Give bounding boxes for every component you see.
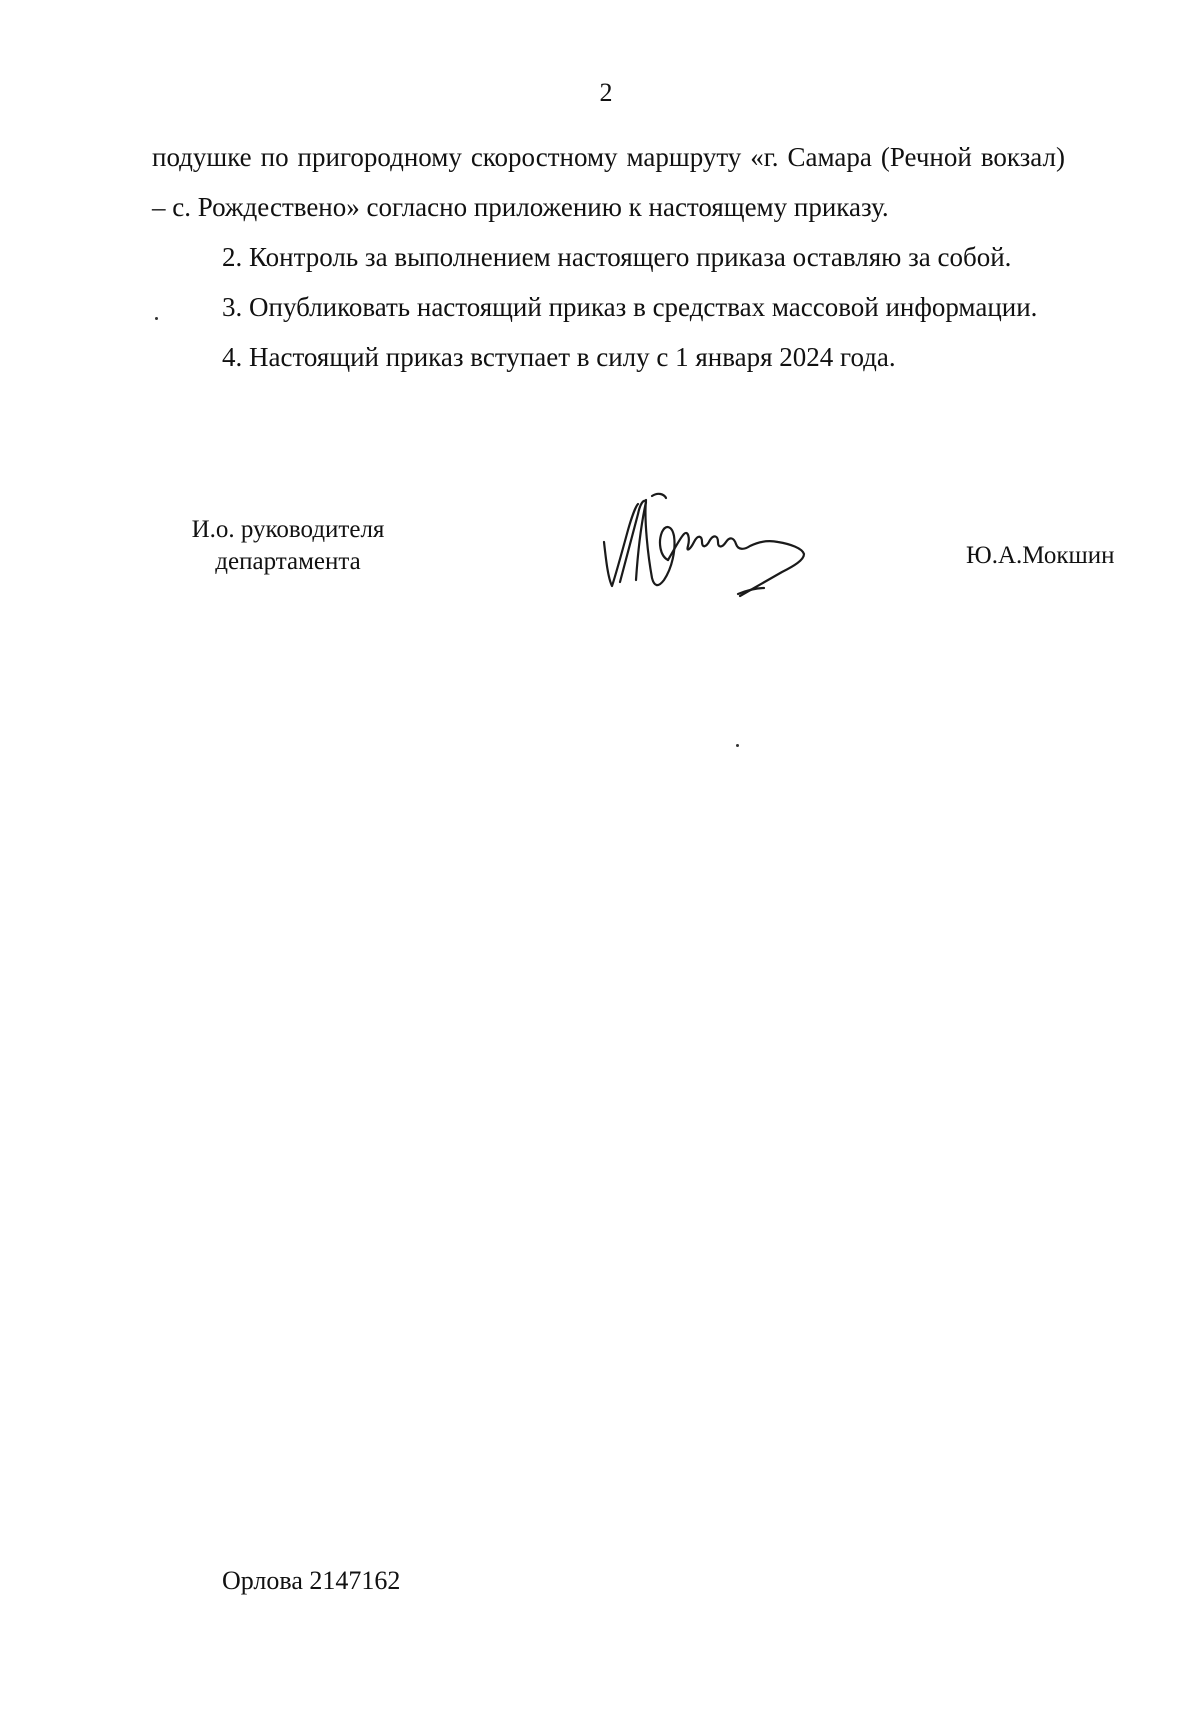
signer-name: Ю.А.Мокшин	[966, 542, 1115, 569]
page-number: 2	[599, 78, 613, 107]
scan-speck	[155, 317, 158, 320]
paragraph-4: 4. Настоящий приказ вступает в силу с 1 января 2024 года.	[222, 342, 896, 372]
scan-speck	[736, 744, 739, 747]
signatory-position-line1: И.о. руководителя	[191, 516, 385, 543]
signatory-position	[160, 514, 416, 578]
paragraph-3: 3. Опубликовать настоящий приказ в средствах массовой информации.	[222, 292, 1038, 322]
handwritten-signature	[598, 490, 828, 605]
signatory-position-line2: департамента	[215, 548, 361, 575]
paragraph-1-continuation: подушке по пригородному скоростному маршруту «г. Самара (Речной вокзал) – с. Рождествено» согласно приложению к настоящему приказу.	[152, 142, 1065, 222]
document-body	[152, 132, 1065, 382]
executor-contact: Орлова 2147162	[222, 1566, 401, 1595]
paragraph-2: 2. Контроль за выполнением настоящего приказа оставляю за собой.	[222, 242, 1012, 272]
